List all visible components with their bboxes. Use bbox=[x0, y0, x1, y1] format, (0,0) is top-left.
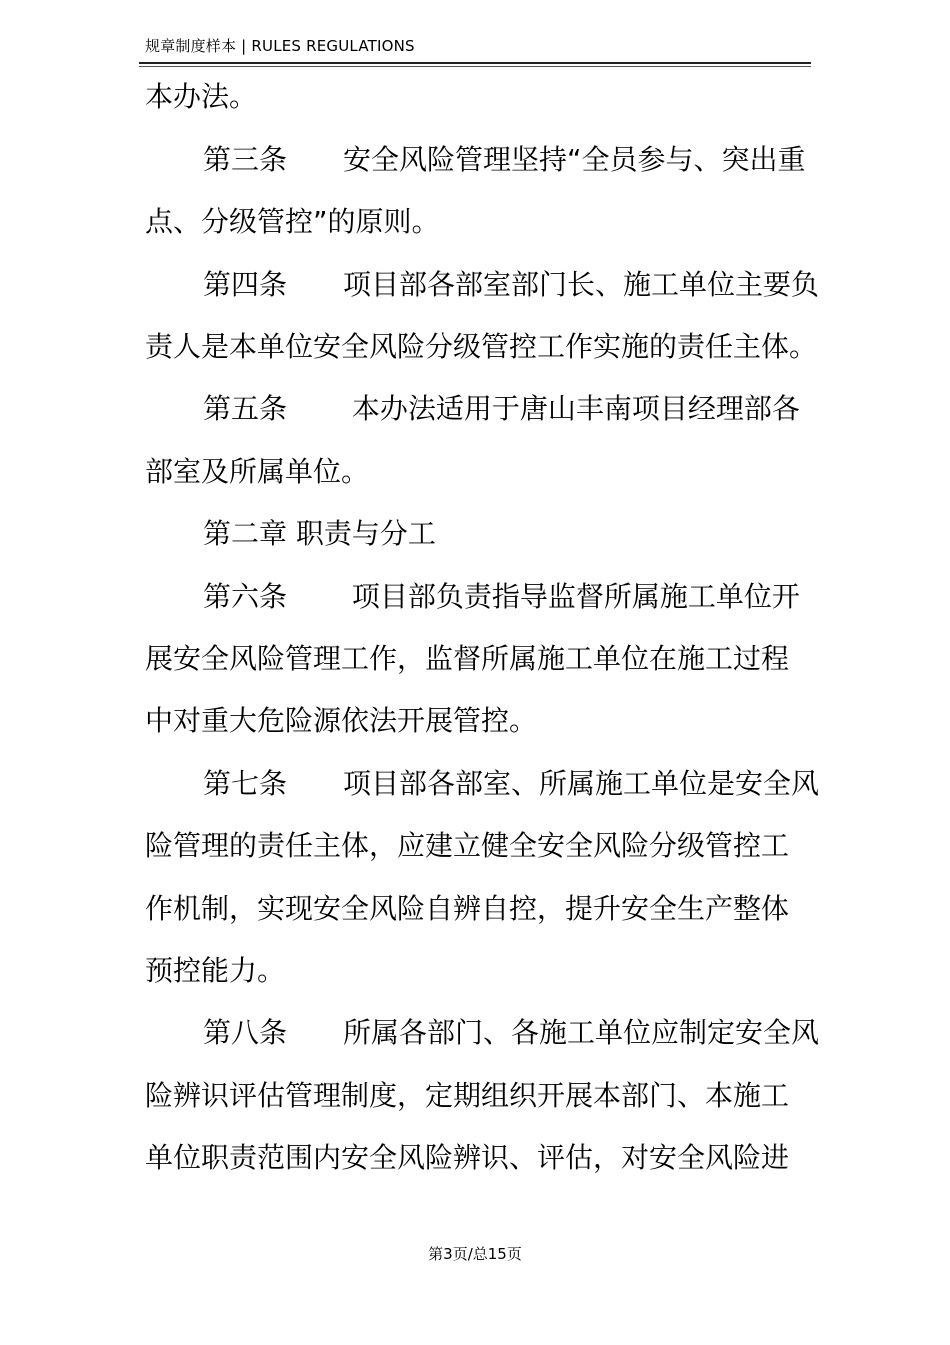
page-header: 规章制度样本 | RULES REGULATIONS bbox=[145, 37, 415, 55]
text-line: 责人是本单位安全风险分级管控工作实施的责任主体。 bbox=[145, 330, 818, 363]
article-4-line: 第四条 项目部各部室部门长、施工单位主要负 bbox=[203, 268, 820, 301]
article-8-line: 第八条 所属各部门、各施工单位应制定安全风 bbox=[203, 1016, 820, 1049]
header-rule-thin bbox=[139, 66, 811, 67]
text-line: 险辨识评估管理制度，定期组织开展本部门、本施工 bbox=[145, 1079, 790, 1112]
article-6-line: 第六条 项目部负责指导监督所属施工单位开 bbox=[203, 580, 800, 613]
text-line: 中对重大危险源依法开展管控。 bbox=[145, 704, 538, 737]
text-line: 点、分级管控”的原则。 bbox=[145, 205, 440, 238]
text-line: 预控能力。 bbox=[145, 954, 286, 987]
article-3-line: 第三条 安全风险管理坚持“全员参与、突出重 bbox=[203, 143, 806, 176]
chapter-2-heading: 第二章 职责与分工 bbox=[203, 517, 436, 550]
text-line: 作机制，实现安全风险自辨自控，提升安全生产整体 bbox=[145, 892, 790, 925]
page-number: 第3页/总15页 bbox=[428, 1245, 522, 1263]
text-line: 部室及所属单位。 bbox=[145, 455, 370, 488]
article-5-line: 第五条 本办法适用于唐山丰南项目经理部各 bbox=[203, 392, 800, 425]
header-rule-thick bbox=[139, 62, 811, 64]
text-line: 单位职责范围内安全风险辨识、评估，对安全风险进 bbox=[145, 1141, 790, 1174]
text-line: 险管理的责任主体，应建立健全安全风险分级管控工 bbox=[145, 829, 790, 862]
article-7-line: 第七条 项目部各部室、所属施工单位是安全风 bbox=[203, 767, 820, 800]
text-line: 展安全风险管理工作，监督所属施工单位在施工过程 bbox=[145, 642, 790, 675]
text-line: 本办法。 bbox=[145, 80, 258, 113]
